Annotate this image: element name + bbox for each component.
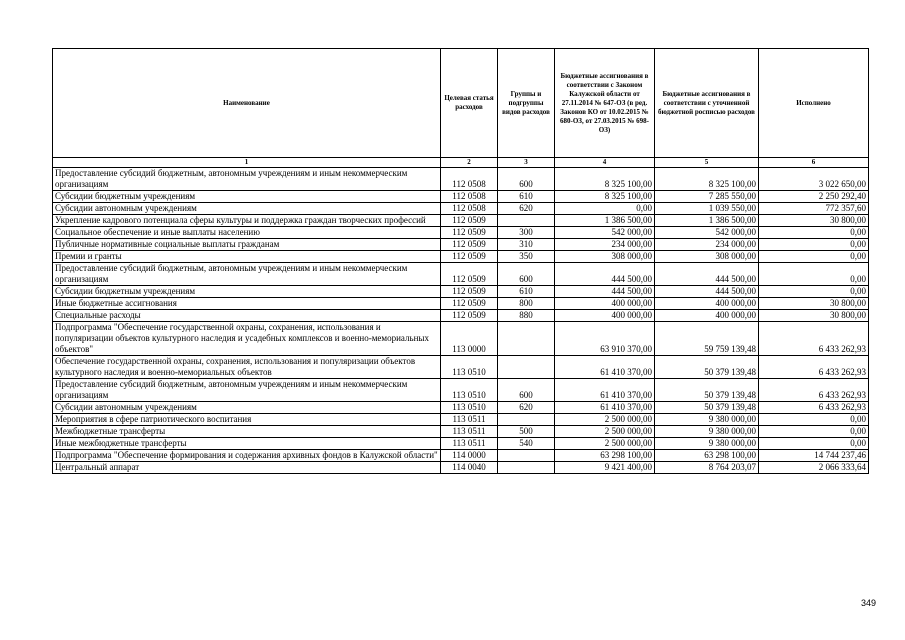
header-done: Исполнено xyxy=(759,49,869,158)
header-target: Целевая статья расходов xyxy=(441,49,498,158)
row-group-code: 540 xyxy=(498,438,555,450)
row-law-amount: 444 500,00 xyxy=(555,286,655,298)
row-refined-amount: 542 000,00 xyxy=(655,227,759,239)
row-group-code: 620 xyxy=(498,203,555,215)
row-target-code: 113 0510 xyxy=(441,379,498,402)
row-refined-amount: 400 000,00 xyxy=(655,310,759,322)
row-refined-amount: 444 500,00 xyxy=(655,286,759,298)
row-executed-amount: 2 250 292,40 xyxy=(759,191,869,203)
row-name: Мероприятия в сфере патриотического воспитания xyxy=(53,414,441,426)
row-executed-amount: 0,00 xyxy=(759,438,869,450)
row-law-amount: 234 000,00 xyxy=(555,239,655,251)
row-law-amount: 61 410 370,00 xyxy=(555,356,655,379)
row-group-code: 610 xyxy=(498,286,555,298)
row-group-code: 880 xyxy=(498,310,555,322)
table-row xyxy=(53,462,869,474)
row-executed-amount: 0,00 xyxy=(759,251,869,263)
table-row xyxy=(53,298,869,310)
row-executed-amount: 30 800,00 xyxy=(759,298,869,310)
table-row xyxy=(53,310,869,322)
row-law-amount: 542 000,00 xyxy=(555,227,655,239)
row-executed-amount: 772 357,60 xyxy=(759,203,869,215)
row-executed-amount: 0,00 xyxy=(759,286,869,298)
row-executed-amount: 30 800,00 xyxy=(759,310,869,322)
row-target-code: 113 0511 xyxy=(441,414,498,426)
row-group-code: 620 xyxy=(498,402,555,414)
table-row xyxy=(53,215,869,227)
row-refined-amount: 1 386 500,00 xyxy=(655,215,759,227)
row-refined-amount: 9 380 000,00 xyxy=(655,414,759,426)
row-executed-amount: 0,00 xyxy=(759,227,869,239)
row-target-code: 112 0508 xyxy=(441,168,498,191)
row-name: Субсидии автономным учреждениям xyxy=(53,402,441,414)
row-law-amount: 2 500 000,00 xyxy=(555,438,655,450)
row-executed-amount: 14 744 237,46 xyxy=(759,450,869,462)
row-group-code xyxy=(498,414,555,426)
header-group: Группы и подгруппы видов расходов xyxy=(498,49,555,158)
row-refined-amount: 63 298 100,00 xyxy=(655,450,759,462)
table-header-row xyxy=(53,49,869,158)
column-number: 6 xyxy=(759,158,869,168)
row-executed-amount: 6 433 262,93 xyxy=(759,402,869,414)
row-target-code: 112 0509 xyxy=(441,227,498,239)
table-row xyxy=(53,286,869,298)
row-target-code: 113 0511 xyxy=(441,438,498,450)
row-group-code: 800 xyxy=(498,298,555,310)
row-target-code: 112 0509 xyxy=(441,310,498,322)
row-law-amount: 2 500 000,00 xyxy=(555,426,655,438)
table-row xyxy=(53,450,869,462)
row-target-code: 112 0509 xyxy=(441,298,498,310)
row-target-code: 112 0509 xyxy=(441,239,498,251)
row-name: Субсидии бюджетным учреждениям xyxy=(53,286,441,298)
row-target-code: 113 0511 xyxy=(441,426,498,438)
row-target-code: 112 0509 xyxy=(441,215,498,227)
row-group-code: 600 xyxy=(498,263,555,286)
row-name: Субсидии бюджетным учреждениям xyxy=(53,191,441,203)
row-target-code: 113 0510 xyxy=(441,402,498,414)
row-group-code xyxy=(498,462,555,474)
row-target-code: 113 0000 xyxy=(441,322,498,356)
table-row xyxy=(53,263,869,286)
row-law-amount: 400 000,00 xyxy=(555,310,655,322)
row-target-code: 112 0509 xyxy=(441,286,498,298)
row-refined-amount: 8 764 203,07 xyxy=(655,462,759,474)
row-name: Специальные расходы xyxy=(53,310,441,322)
table-row xyxy=(53,203,869,215)
row-group-code: 610 xyxy=(498,191,555,203)
table-row xyxy=(53,356,869,379)
row-name: Предоставление субсидий бюджетным, автономным учреждениям и иным некоммерческим организациям xyxy=(53,379,441,402)
row-law-amount: 1 386 500,00 xyxy=(555,215,655,227)
row-refined-amount: 59 759 139,48 xyxy=(655,322,759,356)
row-group-code: 600 xyxy=(498,168,555,191)
row-refined-amount: 444 500,00 xyxy=(655,263,759,286)
table-row xyxy=(53,402,869,414)
row-group-code: 600 xyxy=(498,379,555,402)
row-executed-amount: 0,00 xyxy=(759,414,869,426)
header-name: Наименование xyxy=(53,49,441,158)
table-row xyxy=(53,438,869,450)
row-executed-amount: 0,00 xyxy=(759,263,869,286)
row-refined-amount: 7 285 550,00 xyxy=(655,191,759,203)
row-law-amount: 8 325 100,00 xyxy=(555,191,655,203)
row-name: Центральный аппарат xyxy=(53,462,441,474)
table-row xyxy=(53,426,869,438)
row-name: Публичные нормативные социальные выплаты гражданам xyxy=(53,239,441,251)
row-refined-amount: 9 380 000,00 xyxy=(655,426,759,438)
row-group-code: 500 xyxy=(498,426,555,438)
row-target-code: 113 0510 xyxy=(441,356,498,379)
row-law-amount: 63 910 370,00 xyxy=(555,322,655,356)
row-name: Межбюджетные трансферты xyxy=(53,426,441,438)
row-name: Субсидии автономным учреждениям xyxy=(53,203,441,215)
row-group-code xyxy=(498,450,555,462)
column-number: 1 xyxy=(53,158,441,168)
row-law-amount: 61 410 370,00 xyxy=(555,402,655,414)
row-refined-amount: 234 000,00 xyxy=(655,239,759,251)
row-executed-amount: 6 433 262,93 xyxy=(759,356,869,379)
table-body xyxy=(53,168,869,474)
row-executed-amount: 3 022 650,00 xyxy=(759,168,869,191)
row-name: Предоставление субсидий бюджетным, автономным учреждениям и иным некоммерческим организациям xyxy=(53,168,441,191)
row-law-amount: 444 500,00 xyxy=(555,263,655,286)
row-group-code: 350 xyxy=(498,251,555,263)
row-target-code: 112 0508 xyxy=(441,191,498,203)
column-number: 4 xyxy=(555,158,655,168)
row-group-code: 300 xyxy=(498,227,555,239)
table-row xyxy=(53,239,869,251)
table-row xyxy=(53,251,869,263)
row-group-code xyxy=(498,356,555,379)
row-target-code: 112 0509 xyxy=(441,251,498,263)
table-row xyxy=(53,227,869,239)
row-executed-amount: 0,00 xyxy=(759,426,869,438)
row-law-amount: 308 000,00 xyxy=(555,251,655,263)
table-row xyxy=(53,191,869,203)
row-group-code xyxy=(498,215,555,227)
row-executed-amount: 2 066 333,64 xyxy=(759,462,869,474)
row-law-amount: 63 298 100,00 xyxy=(555,450,655,462)
row-name: Социальное обеспечение и иные выплаты населению xyxy=(53,227,441,239)
row-name: Иные бюджетные ассигнования xyxy=(53,298,441,310)
row-target-code: 114 0000 xyxy=(441,450,498,462)
page-number: 349 xyxy=(861,598,877,608)
row-refined-amount: 9 380 000,00 xyxy=(655,438,759,450)
row-law-amount: 0,00 xyxy=(555,203,655,215)
row-law-amount: 2 500 000,00 xyxy=(555,414,655,426)
row-group-code xyxy=(498,322,555,356)
row-executed-amount: 6 433 262,93 xyxy=(759,322,869,356)
table-row xyxy=(53,168,869,191)
row-refined-amount: 308 000,00 xyxy=(655,251,759,263)
row-name: Иные межбюджетные трансферты xyxy=(53,438,441,450)
row-refined-amount: 1 039 550,00 xyxy=(655,203,759,215)
header-law: Бюджетные ассигнования в соответствии с Законом Калужской области от 27.11.2014 № 647-ОЗ (в ред. Законов КО от 10.02.2015 № 680-ОЗ, от 27.03.2015 № 698-ОЗ) xyxy=(555,49,655,158)
header-refined: Бюджетные ассигнования в соответствии с уточненной бюджетной росписью расходов xyxy=(655,49,759,158)
column-number: 2 xyxy=(441,158,498,168)
row-refined-amount: 8 325 100,00 xyxy=(655,168,759,191)
row-name: Подпрограмма "Обеспечение государственной охраны, сохранения, использования и популяризации объектов культурного наследия и усадебных комплексов и военно-мемориальных объектов" xyxy=(53,322,441,356)
row-refined-amount: 400 000,00 xyxy=(655,298,759,310)
row-target-code: 112 0508 xyxy=(441,203,498,215)
row-name: Укрепление кадрового потенциала сферы культуры и поддержка граждан творческих профессий xyxy=(53,215,441,227)
row-law-amount: 400 000,00 xyxy=(555,298,655,310)
row-group-code: 310 xyxy=(498,239,555,251)
row-refined-amount: 50 379 139,48 xyxy=(655,356,759,379)
column-number: 5 xyxy=(655,158,759,168)
row-law-amount: 9 421 400,00 xyxy=(555,462,655,474)
table-row xyxy=(53,414,869,426)
table-row xyxy=(53,379,869,402)
table-row xyxy=(53,322,869,356)
row-name: Подпрограмма "Обеспечение формирования и содержания архивных фондов в Калужской области" xyxy=(53,450,441,462)
budget-table xyxy=(52,48,869,474)
row-target-code: 114 0040 xyxy=(441,462,498,474)
row-executed-amount: 6 433 262,93 xyxy=(759,379,869,402)
row-target-code: 112 0509 xyxy=(441,263,498,286)
row-refined-amount: 50 379 139,48 xyxy=(655,402,759,414)
row-law-amount: 8 325 100,00 xyxy=(555,168,655,191)
row-refined-amount: 50 379 139,48 xyxy=(655,379,759,402)
row-name: Обеспечение государственной охраны, сохранения, использования и популяризации объектов культурного наследия и военно-мемориальных объектов xyxy=(53,356,441,379)
row-name: Предоставление субсидий бюджетным, автономным учреждениям и иным некоммерческим организациям xyxy=(53,263,441,286)
column-number-row xyxy=(53,158,869,168)
row-name: Премии и гранты xyxy=(53,251,441,263)
column-number: 3 xyxy=(498,158,555,168)
row-law-amount: 61 410 370,00 xyxy=(555,379,655,402)
row-executed-amount: 30 800,00 xyxy=(759,215,869,227)
row-executed-amount: 0,00 xyxy=(759,239,869,251)
